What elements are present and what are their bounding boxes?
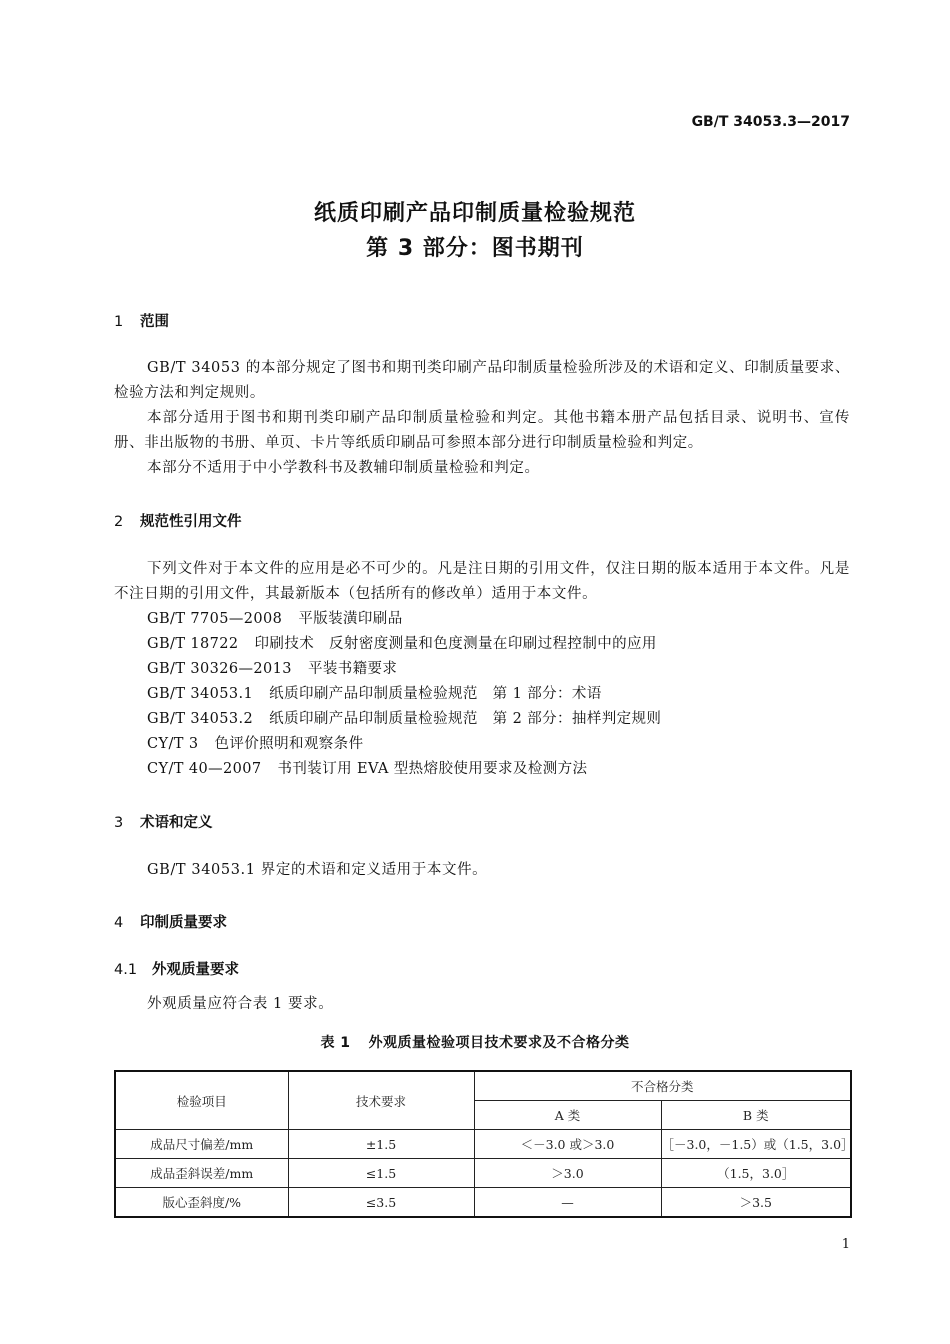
- reference-code: GB/T 34053.1: [147, 686, 254, 702]
- table-caption: [0, 1032, 950, 1052]
- normative-reference: [147, 632, 657, 657]
- section-3-heading: [114, 811, 213, 832]
- section-number: 2: [114, 514, 124, 530]
- header-requirement: 技术要求: [288, 1071, 474, 1130]
- normative-reference: [147, 607, 403, 632]
- document-title-line2: 第 3 部分：图书期刊: [366, 236, 584, 261]
- normative-reference: [147, 707, 661, 732]
- reference-title: 纸质印刷产品印制质量检验规范 第 1 部分：术语: [269, 686, 602, 702]
- paragraph: GB/T 34053 的本部分规定了图书和期刊类印刷产品印制质量检验所涉及的术语和定义、印制质量要求、检验方法和判定规则。: [114, 360, 850, 401]
- table-title: 外观质量检验项目技术要求及不合格分类: [368, 1035, 630, 1051]
- page-number: 1: [841, 1237, 850, 1252]
- paragraph: 本部分适用于图书和期刊类印刷产品印制质量检验和判定。其他书籍本册产品包括目录、说明书、宣传册、非出版物的书册、单页、卡片等纸质印刷品可参照本部分进行印制质量检验和判定。: [114, 410, 850, 451]
- quality-requirements-table: [114, 1070, 852, 1218]
- cell-class-a: —: [474, 1188, 661, 1218]
- section-1-heading: [114, 310, 169, 331]
- reference-title: 印刷技术 反射密度测量和色度测量在印刷过程控制中的应用: [254, 636, 657, 652]
- cell-class-b: ＞3.5: [661, 1188, 851, 1218]
- paragraph: 下列文件对于本文件的应用是必不可少的。凡是注日期的引用文件，仅注日期的版本适用于本文件。凡是不注日期的引用文件，其最新版本（包括所有的修改单）适用于本文件。: [114, 561, 850, 602]
- cell-item: 成品歪斜误差/mm: [115, 1159, 288, 1188]
- reference-code: GB/T 7705—2008: [147, 611, 283, 627]
- paragraph: 外观质量应符合表 1 要求。: [147, 996, 334, 1012]
- table-row: [115, 1159, 851, 1188]
- reference-code: GB/T 18722: [147, 636, 239, 652]
- reference-title: 书刊装订用 EVA 型热熔胶使用要求及检测方法: [277, 761, 588, 777]
- cell-item: 版心歪斜度/%: [115, 1188, 288, 1218]
- reference-code: GB/T 34053.2: [147, 711, 254, 727]
- document-title-line1: 纸质印刷产品印制质量检验规范: [313, 201, 636, 226]
- reference-title: 平版装潢印刷品: [298, 611, 403, 627]
- subsection-4-1-heading: [114, 958, 239, 979]
- header-class-b: B 类: [661, 1101, 851, 1130]
- section-4-heading: [114, 911, 227, 932]
- reference-title: 平装书籍要求: [307, 661, 398, 677]
- cell-class-b: （1.5，3.0］: [661, 1159, 851, 1188]
- section-title: 规范性引用文件: [140, 514, 242, 530]
- cell-item: 成品尺寸偏差/mm: [115, 1130, 288, 1159]
- reference-code: GB/T 30326—2013: [147, 661, 292, 677]
- table-row: [115, 1188, 851, 1218]
- reference-code: CY/T 3: [147, 736, 199, 752]
- section-2-heading: [114, 510, 242, 531]
- normative-reference: [147, 757, 587, 782]
- table-header-row: [115, 1071, 851, 1101]
- section-title: 印制质量要求: [140, 915, 227, 931]
- cell-requirement: ≤1.5: [288, 1159, 474, 1188]
- section-title: 外观质量要求: [152, 962, 239, 978]
- normative-reference: [147, 732, 363, 757]
- cell-class-a: ＞3.0: [474, 1159, 661, 1188]
- cell-requirement: ≤3.5: [288, 1188, 474, 1218]
- normative-reference: [147, 657, 397, 682]
- cell-class-b: ［－3.0，－1.5）或（1.5，3.0］: [661, 1130, 851, 1159]
- section-title: 术语和定义: [140, 815, 213, 831]
- normative-reference: [147, 682, 602, 707]
- paragraph: GB/T 34053.1 界定的术语和定义适用于本文件。: [147, 862, 488, 878]
- cell-requirement: ±1.5: [288, 1130, 474, 1159]
- cell-class-a: ＜－3.0 或＞3.0: [474, 1130, 661, 1159]
- reference-title: 色评价照明和观察条件: [214, 736, 364, 752]
- section-number: 4: [114, 915, 124, 931]
- reference-title: 纸质印刷产品印制质量检验规范 第 2 部分：抽样判定规则: [269, 711, 662, 727]
- reference-code: CY/T 40—2007: [147, 761, 262, 777]
- header-class-a: A 类: [474, 1101, 661, 1130]
- paragraph: 本部分不适用于中小学教科书及教辅印制质量检验和判定。: [147, 460, 540, 476]
- section-title: 范围: [140, 314, 169, 330]
- section-number: 1: [114, 314, 124, 330]
- header-item: 检验项目: [115, 1071, 288, 1130]
- header-nonconformity: 不合格分类: [474, 1071, 851, 1101]
- section-number: 4.1: [114, 962, 138, 978]
- table-row: [115, 1130, 851, 1159]
- section-number: 3: [114, 815, 124, 831]
- standard-id: GB/T 34053.3—2017: [691, 114, 850, 130]
- table-label: 表 1: [320, 1035, 351, 1051]
